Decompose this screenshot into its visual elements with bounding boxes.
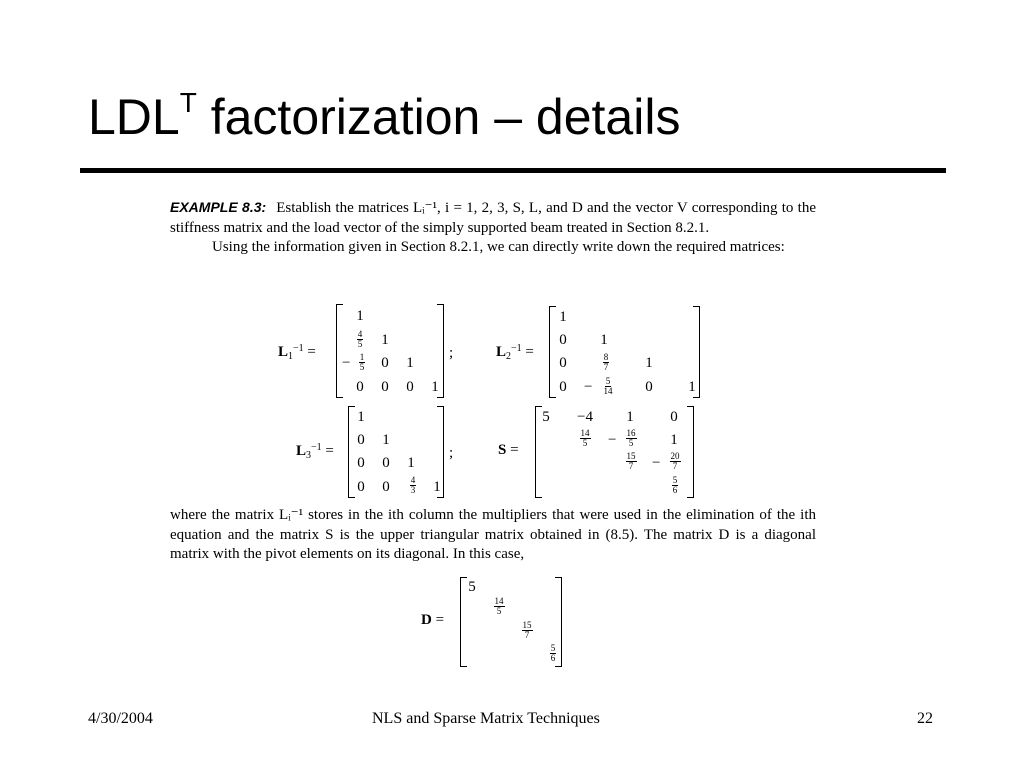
slide-title <box>88 87 681 145</box>
example-tail <box>170 506 816 565</box>
title-underline <box>80 168 946 173</box>
example-paragraph-3: where the matrix Lᵢ⁻¹ stores in the ith column the multipliers that were used in the elimination of the ith equation and the matrix S is the upper triangular matrix obtained in (8.5). The matrix D is a diagonal matrix with the pivot elements on its diagonal. In this case, <box>170 507 816 562</box>
matrix-l1-label: $L_1^{-1}$ = <box>278 343 316 362</box>
footer-date: 4/30/2004 <box>88 710 153 727</box>
matrix-d-label: D = <box>421 612 445 628</box>
matrix-l3-label: $L_3^{-1}$ = <box>296 442 334 461</box>
example-paragraph-1: Establish the matrices Lᵢ⁻¹, i = 1, 2, 3, S, L, and D and the vector V corresponding to the stiffness matrix and the load vector of the simply supported beam treated in Section 8.2.1. <box>170 200 816 236</box>
matrix-s-label: S = <box>498 442 519 458</box>
separator: ; <box>449 445 454 461</box>
title-superscript: T <box>179 87 197 119</box>
footer-course-title: NLS and Sparse Matrix Techniques <box>372 710 600 727</box>
title-rest: factorization – details <box>196 89 681 145</box>
example-label: EXAMPLE 8.3: <box>170 199 267 215</box>
footer-page-number: 22 <box>917 710 933 727</box>
example-paragraph-2: Using the information given in Section 8.2.1, we can directly write down the required matrices: <box>212 239 785 255</box>
separator: ; <box>449 345 454 361</box>
title-main: LDL <box>88 89 180 145</box>
matrix-l2-label: $L_2^{-1}$ = <box>496 343 534 362</box>
example-text <box>170 198 816 258</box>
